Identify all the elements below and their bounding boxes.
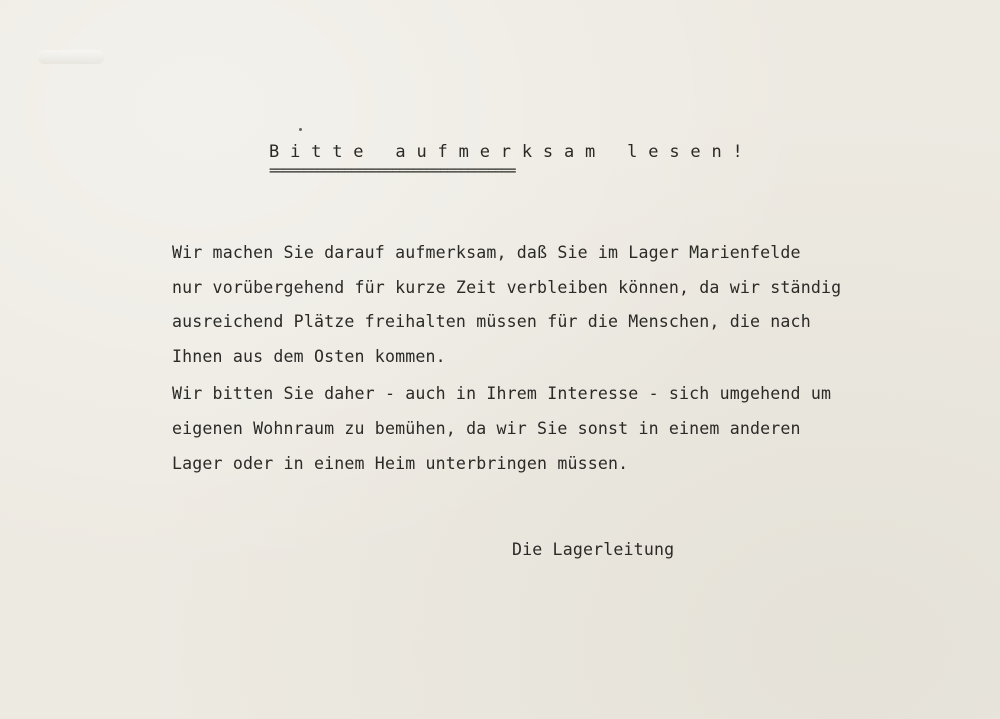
paragraph-2-line-2: eigenen Wohnraum zu bemühen, da wir Sie sonst in einem anderen xyxy=(172,419,801,438)
paragraph-2-line-1: Wir bitten Sie daher - auch in Ihrem Interesse - sich umgehend um xyxy=(172,384,832,403)
paragraph-1-line-4: Ihnen aus dem Osten kommen. xyxy=(172,347,446,366)
paragraph-2-line-3: Lager oder in einem Heim unterbringen müssen. xyxy=(172,454,629,473)
paragraph-1-line-2: nur vorübergehend für kurze Zeit verbleiben können, da wir ständig xyxy=(172,278,842,297)
paragraph-1-line-1: Wir machen Sie darauf aufmerksam, daß Sie im Lager Marienfelde xyxy=(172,243,801,262)
notice-heading: B i t t e a u f m e r k s a m l e s e n ! xyxy=(269,142,744,162)
ink-speck xyxy=(299,128,302,131)
paragraph-1-line-3: ausreichend Plätze freihalten müssen für die Menschen, die nach xyxy=(172,312,811,331)
heading-underline: ==================================== xyxy=(269,163,515,179)
signature-line: Die Lagerleitung xyxy=(512,540,675,559)
paper-emboss-mark xyxy=(38,50,104,64)
